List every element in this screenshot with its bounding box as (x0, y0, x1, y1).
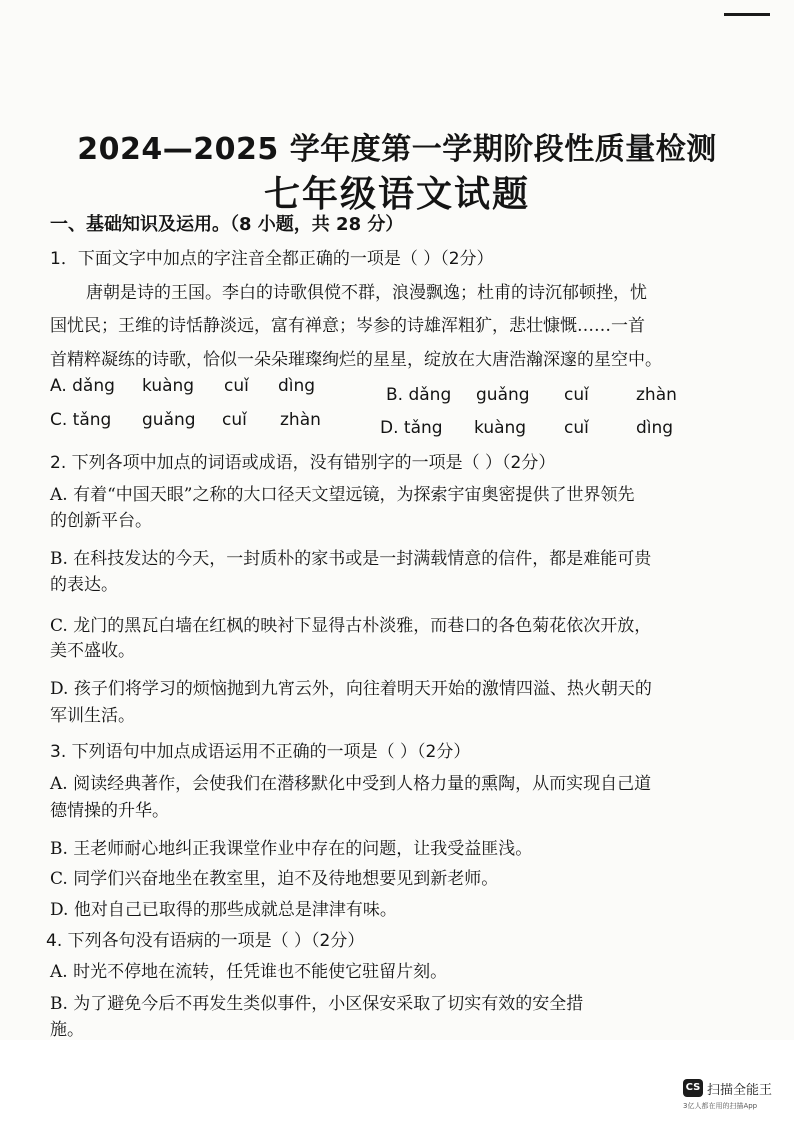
q4-option-line: A. 时光不停地在流转，任凭谁也不能使它驻留片刻。 (50, 962, 448, 982)
q1-option-b-2: guǎng (476, 385, 530, 405)
q1-option-a-4: dìng (278, 376, 316, 396)
q1-option-d-1: D. tǎng (380, 418, 443, 438)
q4-option-line: B. 为了避免今后不再发生类似事件，小区保安采取了切实有效的安全措 (50, 994, 584, 1014)
q1-passage-line: 国忧民；王维的诗恬静淡远，富有禅意；岑参的诗雄浑粗犷，悲壮慷慨……一首 (50, 316, 645, 336)
q4-option-line: 施。 (50, 1020, 84, 1040)
q1-option-a-2: kuàng (142, 376, 195, 396)
q1-option-d-2: kuàng (474, 418, 527, 438)
q1-passage-line: 首精粹凝练的诗歌，恰似一朵朵璀璨绚烂的星星，绽放在大唐浩瀚深邃的星空中。 (50, 350, 662, 370)
q1-option-b-4: zhàn (636, 385, 677, 405)
q4-stem: 4. 下列各句没有语病的一项是（ ）（2分） (46, 931, 365, 951)
q3-stem: 3. 下列语句中加点成语运用不正确的一项是（ ）（2分） (50, 742, 471, 762)
q1-option-c-2: guǎng (142, 410, 196, 430)
q1-option-b-1: B. dǎng (386, 385, 452, 405)
q2-option-line: 的表达。 (50, 575, 118, 595)
camscanner-logo-icon: CS (683, 1079, 703, 1097)
q3-option-line: D. 他对自己已取得的那些成就总是津津有味。 (50, 900, 397, 920)
q2-option-line: C. 龙门的黑瓦白墙在红枫的映衬下显得古朴淡雅，而巷口的各色菊花依次开放， (50, 616, 652, 636)
q1-option-b-3: cuǐ (564, 385, 589, 405)
q1-option-d-4: dìng (636, 418, 674, 438)
exam-subtitle: 七年级语文试题 (263, 174, 530, 215)
q1-passage-line: 唐朝是诗的王国。李白的诗歌俱傥不群，浪漫飘逸；杜甫的诗沉郁顿挫，忧 (86, 283, 647, 303)
camscanner-tagline: 3亿人都在用的扫描App (683, 1102, 758, 1110)
scanner-footer (0, 1040, 794, 1124)
q2-option-line: D. 孩子们将学习的烦恼抛到九宵云外，向往着明天开始的激情四溢、热火朝天的 (50, 679, 652, 699)
exam-title: 2024—2025 学年度第一学期阶段性质量检测 (77, 132, 717, 167)
camscanner-name: 扫描全能王 (707, 1083, 773, 1098)
q3-option-line: C. 同学们兴奋地坐在教室里，迫不及待地想要见到新老师。 (50, 869, 499, 889)
q2-option-line: 美不盛收。 (50, 641, 135, 661)
scan-edge-mark (724, 13, 770, 16)
q1-option-c-1: C. tǎng (50, 410, 112, 430)
q1-option-a-1: A. dǎng (50, 376, 115, 396)
q1-option-c-4: zhàn (280, 410, 321, 430)
q2-option-line: B. 在科技发达的今天，一封质朴的家书或是一封满载情意的信件，都是难能可贵 (50, 549, 652, 569)
q1-option-c-3: cuǐ (222, 410, 247, 430)
section-heading: 一、基础知识及运用。（8 小题，共 28 分） (50, 214, 404, 235)
q3-option-line: 德情操的升华。 (50, 801, 169, 821)
q2-stem: 2. 下列各项中加点的词语或成语，没有错别字的一项是（ ）（2分） (50, 453, 556, 473)
q2-option-line: A. 有着“中国天眼”之称的大口径天文望远镜，为探索宇宙奥密提供了世界领先 (50, 485, 635, 505)
q2-option-line: 的创新平台。 (50, 511, 152, 531)
q1-option-d-3: cuǐ (564, 418, 589, 438)
q1-option-a-3: cuǐ (224, 376, 249, 396)
q3-option-line: B. 王老师耐心地纠正我课堂作业中存在的问题，让我受益匪浅。 (50, 839, 533, 859)
q3-option-line: A. 阅读经典著作，会使我们在潜移默化中受到人格力量的熏陶，从而实现自己道 (50, 774, 652, 794)
q2-option-line: 军训生活。 (50, 706, 135, 726)
q1-stem: 1．下面文字中加点的字注音全都正确的一项是（ ）（2分） (50, 249, 494, 269)
